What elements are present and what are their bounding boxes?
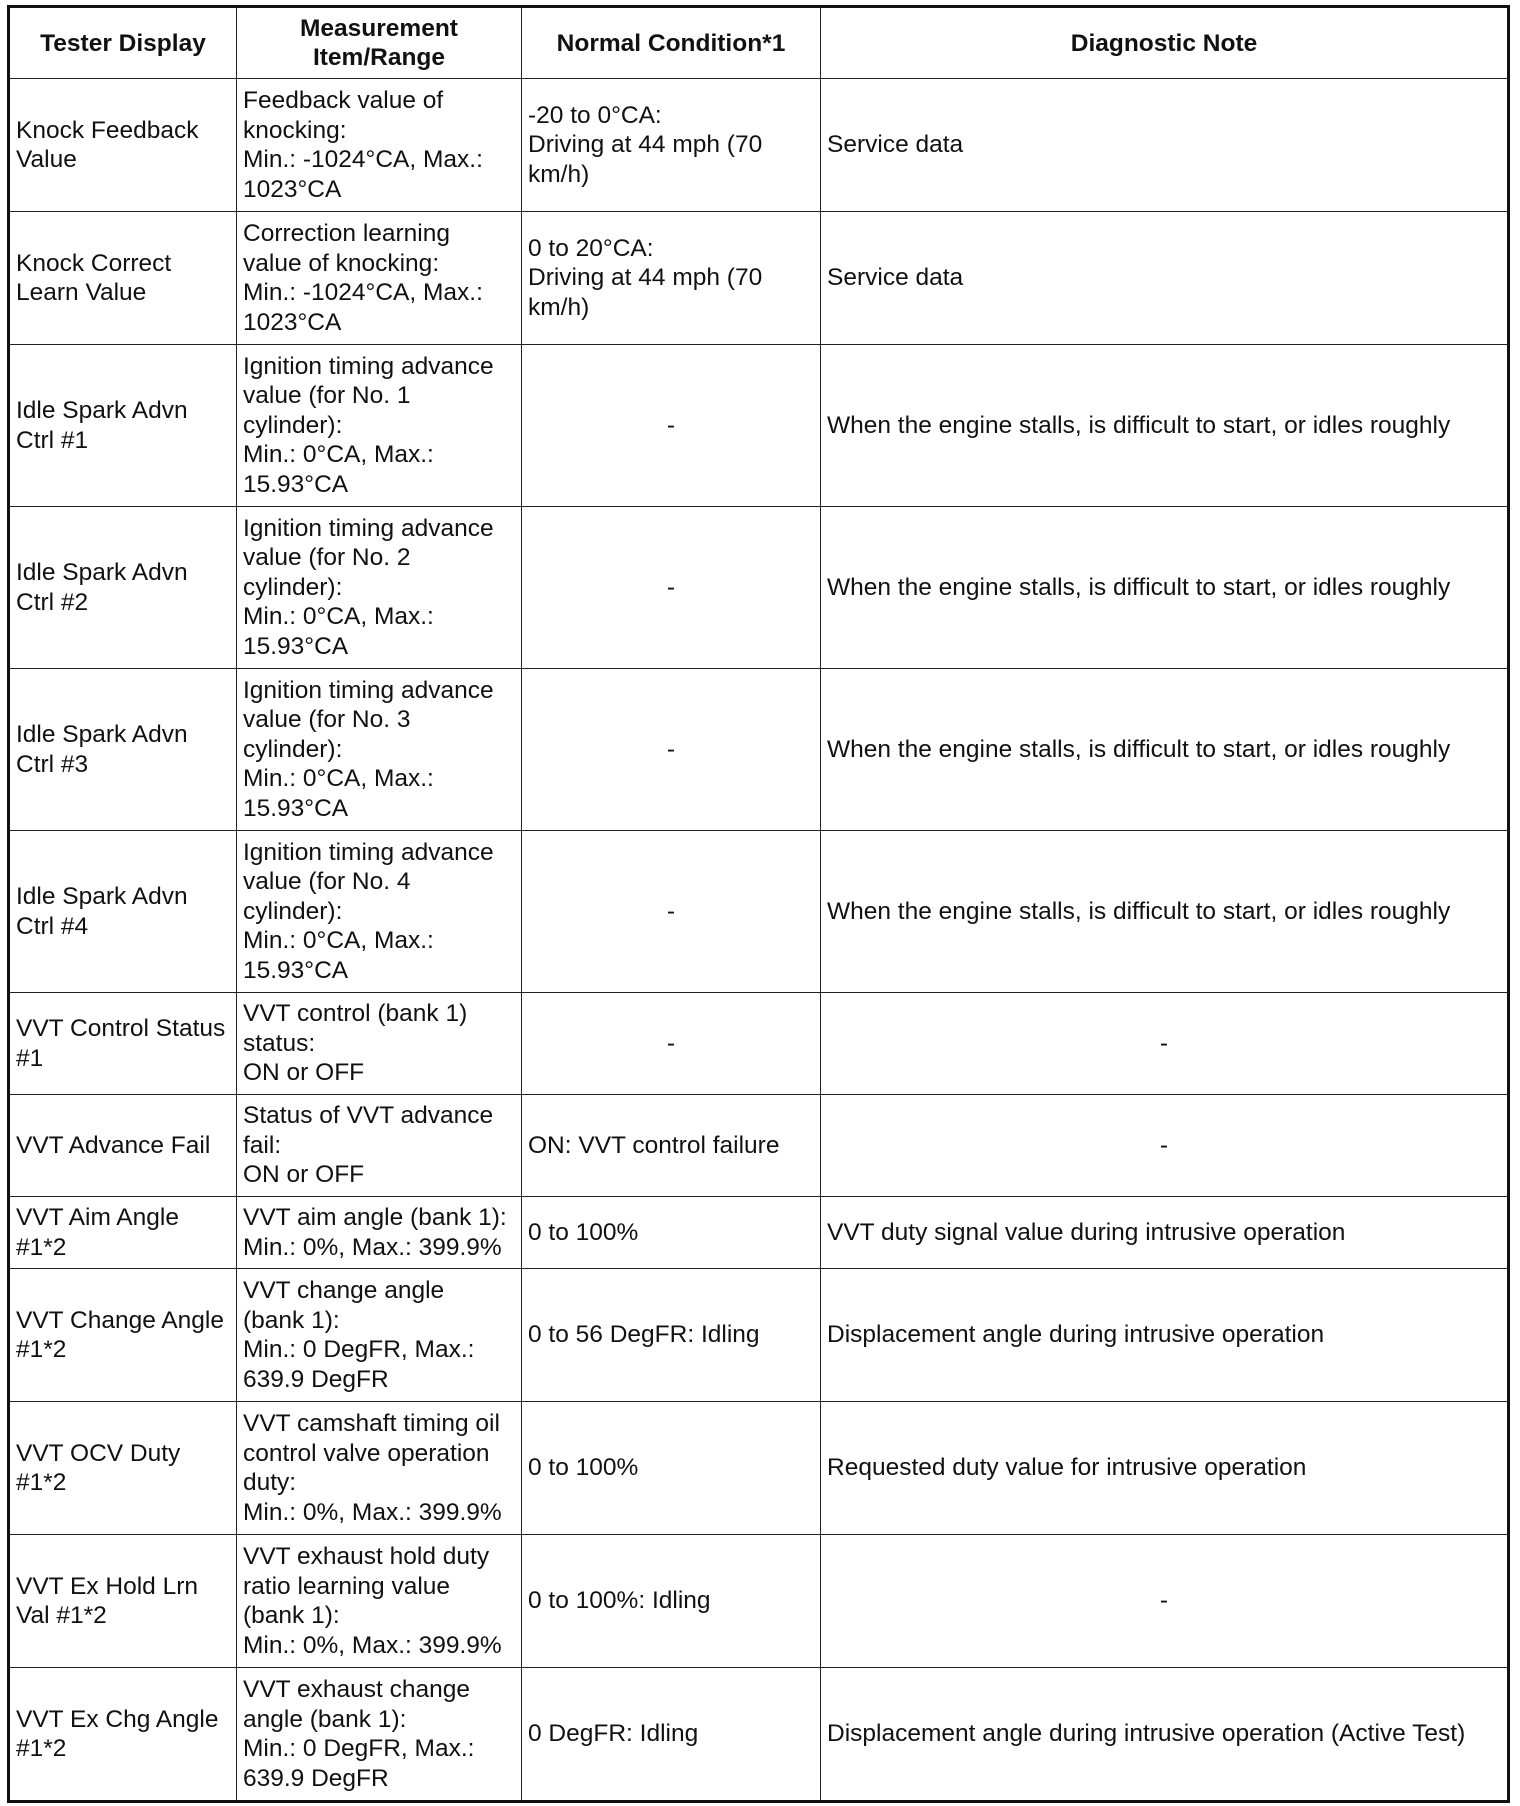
table-row [9, 1269, 1509, 1402]
data-list-table [7, 5, 1510, 1803]
measurement-cell: Feedback value of knocking: Min.: -1024°CA, Max.: 1023°CA [237, 79, 522, 212]
normal-condition-cell: 0 to 100%: Idling [522, 1535, 821, 1668]
measurement-cell: Ignition timing advance value (for No. 1 cylinder): Min.: 0°CA, Max.: 15.93°CA [237, 345, 522, 507]
tester-display-cell: Knock Correct Learn Value [9, 212, 237, 345]
measurement-cell: Ignition timing advance value (for No. 4 cylinder): Min.: 0°CA, Max.: 15.93°CA [237, 831, 522, 993]
table-row [9, 831, 1509, 993]
measurement-cell: VVT change angle (bank 1): Min.: 0 DegFR, Max.: 639.9 DegFR [237, 1269, 522, 1402]
measurement-cell: VVT control (bank 1) status: ON or OFF [237, 993, 522, 1095]
normal-condition-cell: - [522, 993, 821, 1095]
table-row [9, 212, 1509, 345]
tester-display-cell: Idle Spark Advn Ctrl #1 [9, 345, 237, 507]
measurement-cell: VVT camshaft timing oil control valve operation duty: Min.: 0%, Max.: 399.9% [237, 1402, 522, 1535]
table-row [9, 507, 1509, 669]
table-row [9, 993, 1509, 1095]
normal-condition-cell: 0 to 20°CA: Driving at 44 mph (70 km/h) [522, 212, 821, 345]
measurement-cell: VVT exhaust hold duty ratio learning value (bank 1): Min.: 0%, Max.: 399.9% [237, 1535, 522, 1668]
normal-condition-cell: - [522, 345, 821, 507]
diagnostic-note-cell: Service data [821, 212, 1509, 345]
normal-condition-cell: 0 to 56 DegFR: Idling [522, 1269, 821, 1402]
measurement-cell: VVT aim angle (bank 1): Min.: 0%, Max.: 399.9% [237, 1197, 522, 1269]
tester-data-list [7, 5, 1509, 1803]
normal-condition-cell: ON: VVT control failure [522, 1095, 821, 1197]
measurement-cell: Ignition timing advance value (for No. 2 cylinder): Min.: 0°CA, Max.: 15.93°CA [237, 507, 522, 669]
diagnostic-note-cell: Displacement angle during intrusive operation [821, 1269, 1509, 1402]
normal-condition-cell: 0 to 100% [522, 1197, 821, 1269]
tester-display-cell: Idle Spark Advn Ctrl #2 [9, 507, 237, 669]
table-row [9, 1668, 1509, 1802]
tester-display-cell: VVT Advance Fail [9, 1095, 237, 1197]
tester-display-cell: Idle Spark Advn Ctrl #3 [9, 669, 237, 831]
table-row [9, 345, 1509, 507]
diagnostic-note-cell: Service data [821, 79, 1509, 212]
header-tester-display: Tester Display [9, 7, 237, 79]
tester-display-cell: Idle Spark Advn Ctrl #4 [9, 831, 237, 993]
tester-display-cell: VVT Aim Angle #1*2 [9, 1197, 237, 1269]
table-row [9, 1095, 1509, 1197]
table-row [9, 669, 1509, 831]
measurement-cell: Correction learning value of knocking: Min.: -1024°CA, Max.: 1023°CA [237, 212, 522, 345]
diagnostic-note-cell: When the engine stalls, is difficult to start, or idles roughly [821, 669, 1509, 831]
diagnostic-note-cell: When the engine stalls, is difficult to start, or idles roughly [821, 831, 1509, 993]
normal-condition-cell: - [522, 669, 821, 831]
normal-condition-cell: 0 to 100% [522, 1402, 821, 1535]
diagnostic-note-cell: - [821, 993, 1509, 1095]
normal-condition-cell: -20 to 0°CA: Driving at 44 mph (70 km/h) [522, 79, 821, 212]
diagnostic-note-cell: VVT duty signal value during intrusive operation [821, 1197, 1509, 1269]
table-row [9, 1535, 1509, 1668]
tester-display-cell: VVT Ex Hold Lrn Val #1*2 [9, 1535, 237, 1668]
measurement-cell: VVT exhaust change angle (bank 1): Min.: 0 DegFR, Max.: 639.9 DegFR [237, 1668, 522, 1802]
tester-display-cell: VVT Ex Chg Angle #1*2 [9, 1668, 237, 1802]
normal-condition-cell: - [522, 831, 821, 993]
tester-display-cell: Knock Feedback Value [9, 79, 237, 212]
tester-display-cell: VVT Change Angle #1*2 [9, 1269, 237, 1402]
header-normal-condition: Normal Condition*1 [522, 7, 821, 79]
diagnostic-note-cell: - [821, 1535, 1509, 1668]
diagnostic-note-cell: When the engine stalls, is difficult to start, or idles roughly [821, 345, 1509, 507]
diagnostic-note-cell: Displacement angle during intrusive operation (Active Test) [821, 1668, 1509, 1802]
header-row [9, 7, 1509, 79]
table-row [9, 1402, 1509, 1535]
header-diagnostic-note: Diagnostic Note [821, 7, 1509, 79]
diagnostic-note-cell: When the engine stalls, is difficult to start, or idles roughly [821, 507, 1509, 669]
tester-display-cell: VVT OCV Duty #1*2 [9, 1402, 237, 1535]
normal-condition-cell: 0 DegFR: Idling [522, 1668, 821, 1802]
table-row [9, 79, 1509, 212]
diagnostic-note-cell: Requested duty value for intrusive operation [821, 1402, 1509, 1535]
header-measurement-item-range: Measurement Item/Range [237, 7, 522, 79]
table-row [9, 1197, 1509, 1269]
tester-display-cell: VVT Control Status #1 [9, 993, 237, 1095]
measurement-cell: Ignition timing advance value (for No. 3 cylinder): Min.: 0°CA, Max.: 15.93°CA [237, 669, 522, 831]
diagnostic-note-cell: - [821, 1095, 1509, 1197]
measurement-cell: Status of VVT advance fail: ON or OFF [237, 1095, 522, 1197]
normal-condition-cell: - [522, 507, 821, 669]
